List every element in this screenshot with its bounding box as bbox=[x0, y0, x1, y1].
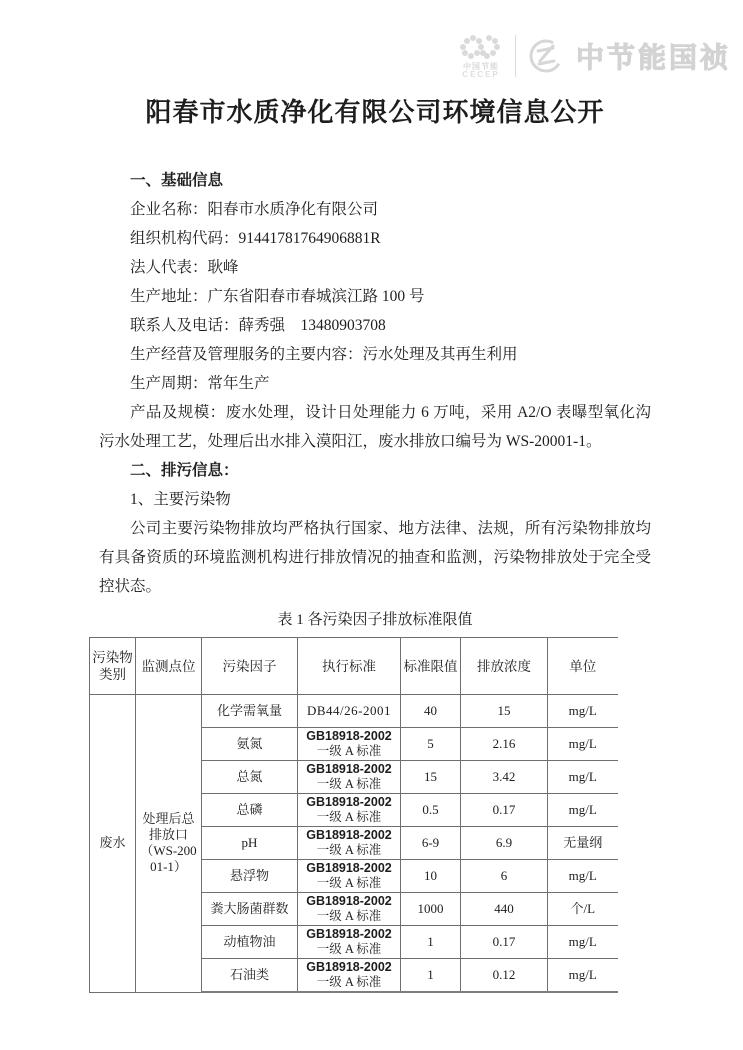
section1-heading: 一、基础信息 bbox=[130, 172, 224, 189]
unit-cell: mg/L bbox=[548, 959, 618, 993]
factor-cell: 氨氮 bbox=[202, 728, 298, 761]
limit-cell: 5 bbox=[401, 728, 461, 761]
section2-heading: 二、排污信息： bbox=[130, 462, 239, 479]
table-caption: 表 1 各污染因子排放标准限值 bbox=[277, 612, 473, 628]
pollutant-control-paragraph: 公司主要污染物排放均严格执行国家、地方法律、法规，所有污染物排放均有具备资质的环境监测机构进行排放情况的抽查和监测，污染物排放处于完全受控状态。 bbox=[99, 520, 651, 595]
standard-cell bbox=[298, 860, 401, 893]
factor-cell: 石油类 bbox=[202, 959, 298, 993]
col-header-monitoring-point: 监测点位 bbox=[136, 638, 202, 695]
col-header-category: 污染物类别 bbox=[90, 638, 136, 695]
col-header-standard: 执行标准 bbox=[298, 638, 401, 695]
info-line-legal-rep: 法人代表：耿峰 bbox=[130, 259, 239, 276]
standard-grade: 一级 A 标准 bbox=[316, 777, 382, 791]
cecep-rings-icon bbox=[456, 32, 506, 62]
factor-cell: pH bbox=[202, 827, 298, 860]
standard-grade: 一级 A 标准 bbox=[316, 744, 382, 758]
col-header-factor: 污染因子 bbox=[202, 638, 298, 695]
brand-header bbox=[456, 32, 731, 79]
standard-grade: 一级 A 标准 bbox=[316, 876, 382, 890]
page-title: 阳春市水质净化有限公司环境信息公开 bbox=[145, 98, 605, 127]
limit-cell: 15 bbox=[401, 761, 461, 794]
concentration-cell: 0.17 bbox=[461, 926, 548, 959]
info-line-contact: 联系人及电话：薛秀强 13480903708 bbox=[130, 317, 386, 334]
standard-code: GB18918-2002 bbox=[306, 762, 392, 776]
standard-grade: 一级 A 标准 bbox=[316, 942, 382, 956]
limit-cell: 6-9 bbox=[401, 827, 461, 860]
concentration-cell: 3.42 bbox=[461, 761, 548, 794]
limit-cell: 10 bbox=[401, 860, 461, 893]
info-line-address: 生产地址：广东省阳春市春城滨江路 100 号 bbox=[130, 288, 425, 305]
standard-cell bbox=[298, 827, 401, 860]
concentration-cell: 15 bbox=[461, 695, 548, 728]
unit-cell: mg/L bbox=[548, 695, 618, 728]
unit-cell: mg/L bbox=[548, 860, 618, 893]
brand-divider bbox=[515, 35, 516, 77]
limit-cell: 1 bbox=[401, 926, 461, 959]
factor-cell: 悬浮物 bbox=[202, 860, 298, 893]
section2-subheading: 1、主要污染物 bbox=[130, 491, 231, 508]
pollutant-limits-table bbox=[89, 637, 618, 993]
category-cell: 废水 bbox=[90, 695, 136, 993]
concentration-cell: 440 bbox=[461, 893, 548, 926]
standard-cell bbox=[298, 728, 401, 761]
cecep-en-label: CECEP bbox=[462, 70, 500, 79]
standard-grade: 一级 A 标准 bbox=[316, 810, 382, 824]
limit-cell: 40 bbox=[401, 695, 461, 728]
standard-code: GB18918-2002 bbox=[306, 960, 392, 974]
unit-cell: mg/L bbox=[548, 926, 618, 959]
unit-cell: mg/L bbox=[548, 794, 618, 827]
concentration-cell: 2.16 bbox=[461, 728, 548, 761]
limit-cell: 0.5 bbox=[401, 794, 461, 827]
unit-cell: mg/L bbox=[548, 728, 618, 761]
standard-cell bbox=[298, 695, 401, 728]
unit-cell: mg/L bbox=[548, 761, 618, 794]
cecep-cn-label: 中国节能 bbox=[462, 62, 499, 71]
standard-grade: 一级 A 标准 bbox=[316, 975, 382, 989]
standard-cell bbox=[298, 959, 401, 993]
info-line-production-cycle: 生产周期：常年生产 bbox=[130, 375, 270, 392]
col-header-unit: 单位 bbox=[548, 638, 618, 695]
product-scale-paragraph: 产品及规模：废水处理，设计日处理能力 6 万吨，采用 A2/O 表曝型氧化沟污水处理工艺，处理后出水排入漠阳江，废水排放口编号为 WS-20001-1。 bbox=[99, 404, 651, 450]
table-row bbox=[90, 695, 618, 728]
standard-code: GB18918-2002 bbox=[306, 861, 392, 875]
unit-cell: 无量纲 bbox=[548, 827, 618, 860]
standard-cell bbox=[298, 893, 401, 926]
factor-cell: 总磷 bbox=[202, 794, 298, 827]
table-header-row bbox=[90, 638, 618, 695]
col-header-concentration: 排放浓度 bbox=[461, 638, 548, 695]
standard-code: DB44/26-2001 bbox=[307, 703, 391, 718]
concentration-cell: 0.12 bbox=[461, 959, 548, 993]
factor-cell: 动植物油 bbox=[202, 926, 298, 959]
concentration-cell: 0.17 bbox=[461, 794, 548, 827]
brand-name-label: 中节能国祯 bbox=[575, 41, 731, 73]
cecep-emblem bbox=[456, 32, 506, 79]
factor-cell: 化学需氧量 bbox=[202, 695, 298, 728]
monitoring-point-cell: 处理后总排放口（WS-20001-1） bbox=[136, 695, 202, 993]
info-line-business-scope: 生产经营及管理服务的主要内容：污水处理及其再生利用 bbox=[130, 346, 518, 363]
info-line-org-code: 组织机构代码：91441781764906881R bbox=[130, 230, 381, 247]
factor-cell: 总氮 bbox=[202, 761, 298, 794]
col-header-limit: 标准限值 bbox=[401, 638, 461, 695]
standard-grade: 一级 A 标准 bbox=[316, 909, 382, 923]
limit-cell: 1 bbox=[401, 959, 461, 993]
z-circle-icon bbox=[525, 35, 567, 77]
standard-code: GB18918-2002 bbox=[306, 927, 392, 941]
unit-cell: 个/L bbox=[548, 893, 618, 926]
standard-code: GB18918-2002 bbox=[306, 795, 392, 809]
limit-cell: 1000 bbox=[401, 893, 461, 926]
standard-code: GB18918-2002 bbox=[306, 729, 392, 743]
standard-cell bbox=[298, 794, 401, 827]
factor-cell: 粪大肠菌群数 bbox=[202, 893, 298, 926]
concentration-cell: 6 bbox=[461, 860, 548, 893]
standard-cell bbox=[298, 926, 401, 959]
standard-code: GB18918-2002 bbox=[306, 894, 392, 908]
standard-grade: 一级 A 标准 bbox=[316, 843, 382, 857]
concentration-cell: 6.9 bbox=[461, 827, 548, 860]
standard-code: GB18918-2002 bbox=[306, 828, 392, 842]
standard-cell bbox=[298, 761, 401, 794]
info-line-company-name: 企业名称：阳春市水质净化有限公司 bbox=[130, 201, 379, 218]
